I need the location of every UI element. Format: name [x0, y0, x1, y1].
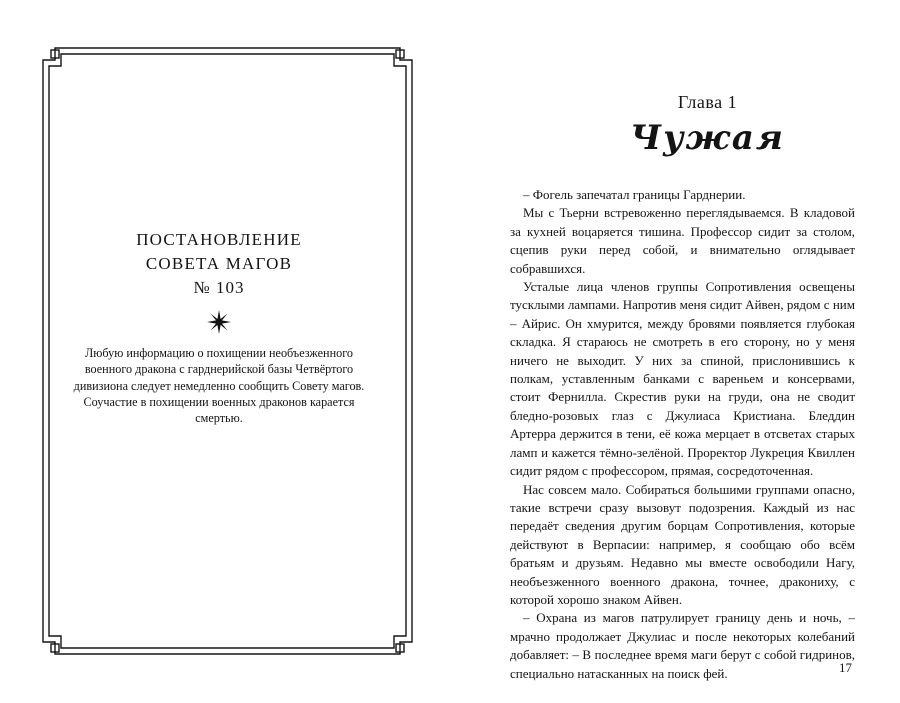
right-page	[450, 0, 900, 703]
decree-number: № 103	[193, 278, 245, 297]
chapter-label: Глава 1	[677, 92, 738, 112]
paragraph: – Охрана из магов патрулирует границу день и ночь, – мрачно продолжает Джулиас и после некоторых колебаний добавляет: – В последнее время маги берут с собой гидринов, специально натасканных на поиск фей.	[510, 610, 855, 681]
page-number: 17	[839, 660, 852, 675]
paragraph: Мы с Тьерни встревоженно переглядываемся. В кладовой за кухней воцаряется тишина. Профессор сидит за столом, сцепив руки перед собой, и внимательно оглядывает собравшихся.	[510, 205, 855, 276]
star-ornament-icon	[207, 310, 231, 334]
paragraph: Нас совсем мало. Собираться большими группами опасно, такие встречи сразу вызовут подозрения. Каждый из нас передаёт сведения другим борцам Сопротивления, которые действуют в Верпасии: например, я сообщаю обо всём братьям и друзьям. Недавно мы вместе освободили Нагу, необъезженного военного дракона, точнее, дракониху, с которой хорошо знаком Айвен.	[510, 481, 855, 607]
chapter-title: Чужая	[630, 118, 785, 158]
decree-body: Любую информацию о похищении необъезженного военного дракона с гарднерийской базы Четвёртого дивизиона следует немедленно сообщить Совету магов. Соучастие в похищении военных драконов карается смертью.	[73, 346, 365, 426]
decree-block	[60, 228, 378, 426]
paragraph: – Фогель запечатал границы Гарднерии.	[523, 187, 746, 202]
chapter-text	[510, 186, 855, 683]
decree-title-line2: СОВЕТА МАГОВ	[145, 254, 293, 273]
paragraph: Усталые лица членов группы Сопротивления освещены тусклыми лампами. Напротив меня сидит Айвен, рядом с ним – Айрис. Он хмурится, между бровями появляется глубокая складка. Я стараюсь не смотреть в его сторону, но у меня ничего не выходит. У них за спиной, прислонившись к полкам, уставленным банками с вареньем и консервами, стоит Фернилла. Скрестив руки на груди, она не сводит бледно-розовых глаз с Джулиаса Кристиана. Бледдин Артерра держится в тени, её кожа мерцает в отсветах старых ламп и кажется тёмно-зелёной. Проректор Лукреция Квиллен сидит рядом с профессором, прямая, сосредоточенная.	[510, 279, 855, 479]
decree-title-line1: ПОСТАНОВЛЕНИЕ	[136, 230, 302, 249]
